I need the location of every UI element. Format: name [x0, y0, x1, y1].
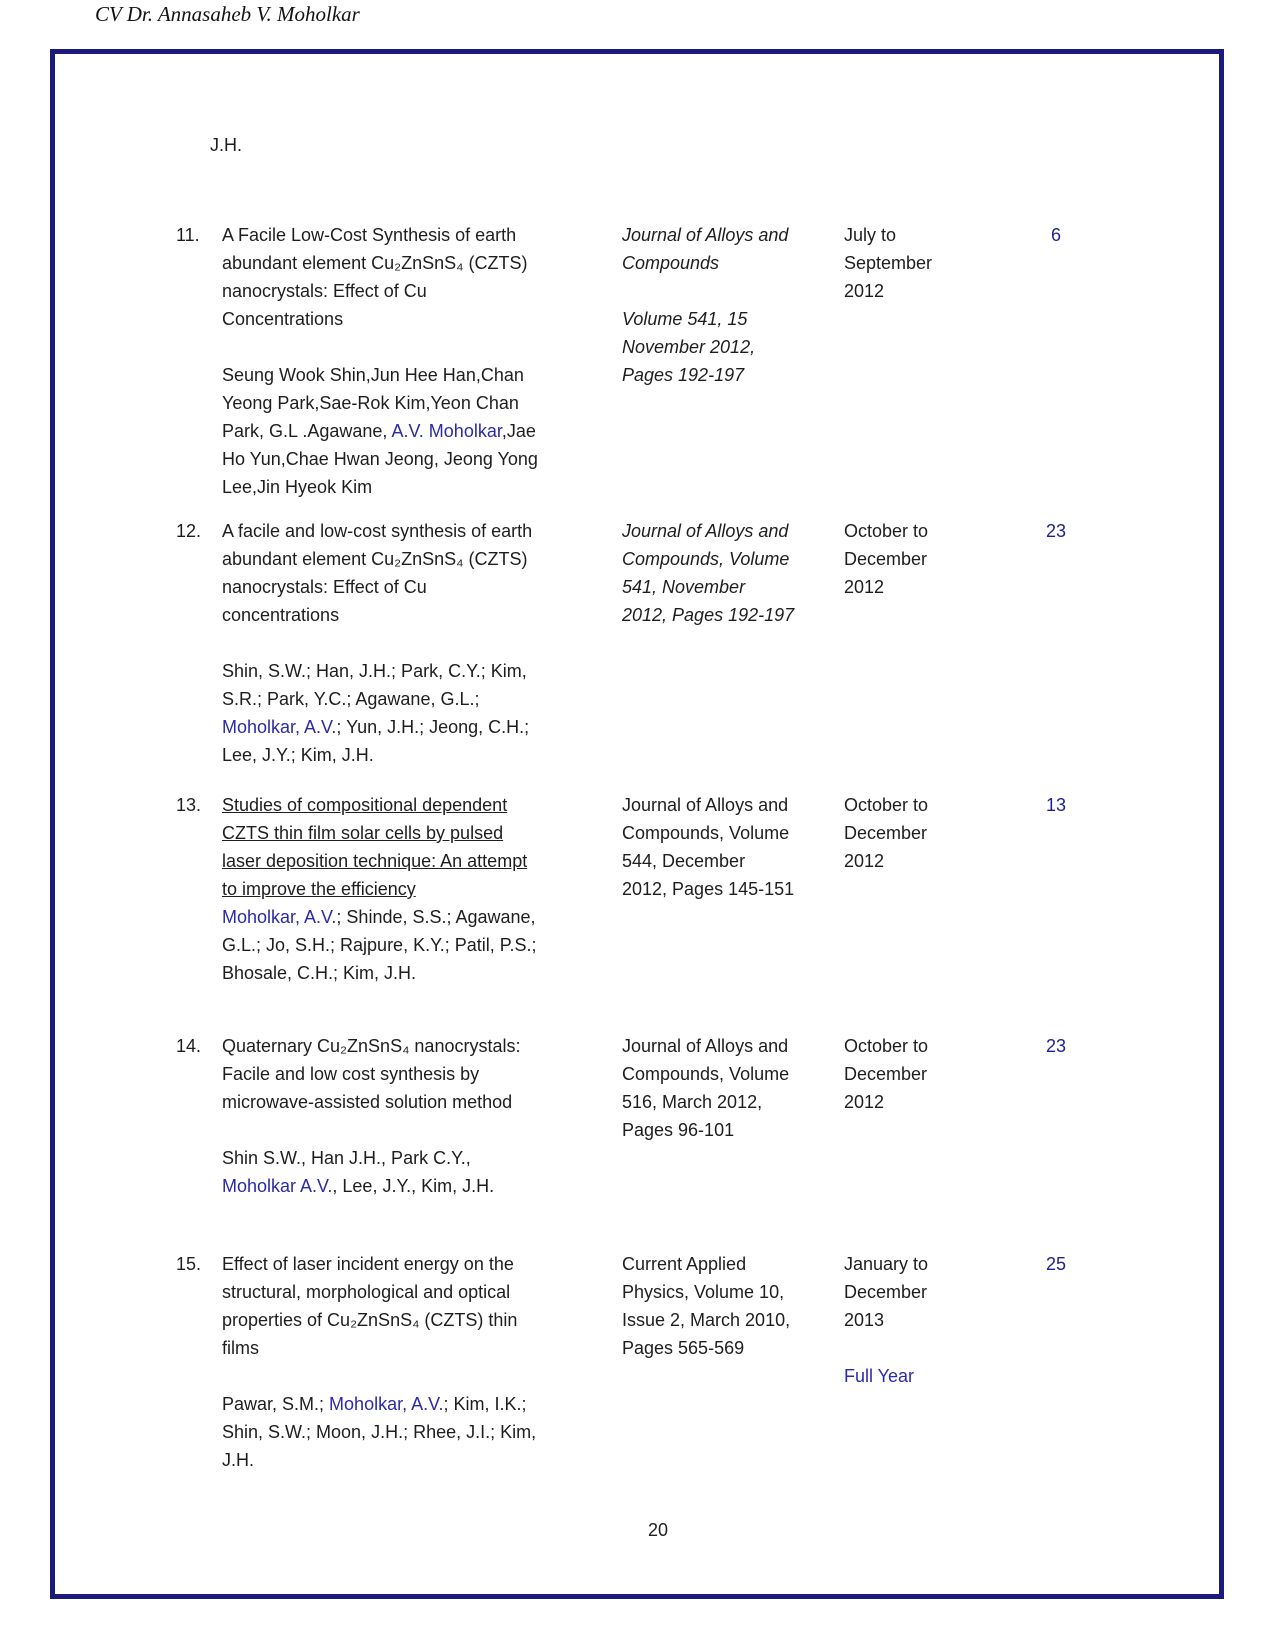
text-line: [622, 277, 817, 305]
entry-number: 11.: [176, 225, 200, 245]
text-line: [622, 847, 817, 875]
highlighted-name: Moholkar A.V.: [222, 1176, 333, 1196]
text-span: CZTS thin film solar cells by pulsed: [222, 823, 504, 843]
text-span: December: [844, 549, 928, 569]
entry-title: [222, 1250, 594, 1362]
highlighted-name: Moholkar, A.V.: [329, 1394, 444, 1414]
entry-period: [844, 791, 989, 875]
entry-citation-count: 23: [1045, 521, 1067, 541]
text-span: 544, December: [622, 851, 746, 871]
text-span: Physics, Volume 10,: [622, 1282, 785, 1302]
entry-citation-count: 13: [1045, 795, 1067, 815]
entry-journal: [622, 1032, 817, 1144]
text-line: [222, 685, 594, 713]
text-line: [622, 517, 817, 545]
text-line: [844, 847, 989, 875]
entry-title: [222, 221, 594, 333]
page-header: CV Dr. Annasaheb V. Moholkar: [95, 2, 360, 26]
text-line: [622, 305, 817, 333]
text-span: Studies of compositional dependent: [222, 795, 508, 815]
entry-main: [222, 791, 594, 987]
text-span: Park, G.L .Agawane,: [222, 421, 392, 441]
entry-journal: [622, 517, 817, 629]
text-span: abundant element Cu₂ZnSnS₄ (CZTS): [222, 549, 528, 569]
text-span: November 2012,: [622, 337, 756, 357]
text-line: [622, 819, 817, 847]
entry-number: 14.: [176, 1036, 202, 1056]
text-line: [844, 1278, 989, 1306]
text-span: Shin S.W., Han J.H., Park C.Y.,: [222, 1148, 471, 1168]
text-line: [844, 573, 989, 601]
text-span: Pawar, S.M.;: [222, 1394, 330, 1414]
text-span: Shin, S.W.; Moon, J.H.; Rhee, J.I.; Kim,: [222, 1422, 537, 1442]
text-line: [222, 601, 594, 629]
entry-title: [222, 517, 594, 629]
text-span: Journal of Alloys and: [622, 1036, 789, 1056]
text-line: [222, 249, 594, 277]
text-span: properties of Cu₂ZnSnS₄ (CZTS) thin: [222, 1310, 518, 1330]
text-line: [222, 1172, 594, 1200]
text-span: Pages 96-101: [622, 1120, 735, 1140]
text-span: laser deposition technique: An attempt: [222, 851, 528, 871]
text-span: Effect of laser incident energy on the: [222, 1254, 514, 1274]
text-line: [222, 545, 594, 573]
text-span: 2012, Pages 145-151: [622, 879, 795, 899]
text-span: to improve the efficiency: [222, 879, 416, 899]
text-span: Volume 541, 15: [622, 309, 748, 329]
text-line: [622, 791, 817, 819]
text-span: October to: [844, 1036, 929, 1056]
text-span: Bhosale, C.H.; Kim, J.H.: [222, 963, 417, 983]
text-span: January to: [844, 1254, 929, 1274]
text-span: A facile and low-cost synthesis of earth: [222, 521, 533, 541]
text-span: structural, morphological and optical: [222, 1282, 511, 1302]
text-span: films: [222, 1338, 259, 1358]
text-line: [222, 1088, 594, 1116]
text-span: Facile and low cost synthesis by: [222, 1064, 480, 1084]
text-span: 2012: [844, 1092, 885, 1112]
text-line: [222, 573, 594, 601]
text-line: [222, 1250, 594, 1278]
text-line: [222, 389, 594, 417]
text-span: September: [844, 253, 933, 273]
highlighted-name: Moholkar, A.V.: [222, 907, 337, 927]
entry-number: 13.: [176, 795, 202, 815]
text-span: Compounds, Volume: [622, 1064, 790, 1084]
text-span: Current Applied: [622, 1254, 747, 1274]
text-line: [222, 1144, 594, 1172]
text-span: 2012: [844, 281, 885, 301]
text-span: abundant element Cu₂ZnSnS₄ (CZTS): [222, 253, 528, 273]
text-span: Pages 192-197: [622, 365, 745, 385]
text-span: Pages 565-569: [622, 1338, 745, 1358]
entry-authors: [222, 361, 594, 501]
text-line: [222, 1306, 594, 1334]
text-line: [622, 573, 817, 601]
text-line: [222, 1334, 594, 1362]
text-span: nanocrystals: Effect of Cu: [222, 281, 427, 301]
text-span: Lee,Jin Hyeok Kim: [222, 477, 373, 497]
text-span: Compounds, Volume: [622, 549, 790, 569]
text-line: [844, 277, 989, 305]
text-span: 2012: [844, 851, 885, 871]
text-span: S.R.; Park, Y.C.; Agawane, G.L.;: [222, 689, 480, 709]
text-span: Journal of Alloys and: [622, 225, 789, 245]
text-line: [844, 1060, 989, 1088]
text-line: [844, 819, 989, 847]
text-line: [222, 1278, 594, 1306]
text-span: Compounds, Volume: [622, 823, 790, 843]
text-span: Issue 2, March 2010,: [622, 1310, 791, 1330]
entry-main: [222, 1250, 594, 1474]
entry-period: [844, 517, 989, 601]
entry-title: [222, 1032, 594, 1116]
text-span: October to: [844, 521, 929, 541]
entry-main: [222, 221, 594, 501]
text-line: [622, 1060, 817, 1088]
entry-number: 12.: [176, 521, 202, 541]
entry-authors: [222, 1144, 594, 1200]
text-span: Quaternary Cu₂ZnSnS₄ nanocrystals:: [222, 1036, 521, 1056]
text-span: July to: [844, 225, 897, 245]
text-span: ; Yun, J.H.; Jeong, C.H.;: [336, 717, 530, 737]
carryover-text: J.H.: [210, 135, 243, 155]
text-span: December: [844, 1064, 928, 1084]
entry-period: [844, 1032, 989, 1116]
highlighted-name: Moholkar, A.V.: [222, 717, 337, 737]
entry-authors: [222, 1390, 594, 1474]
text-span: Journal of Alloys and: [622, 521, 789, 541]
entry-number: 15.: [176, 1254, 202, 1274]
text-line: [622, 601, 817, 629]
text-line: [844, 249, 989, 277]
text-span: ,Jae: [501, 421, 536, 441]
text-line: [622, 875, 817, 903]
text-line: [222, 847, 594, 875]
text-line: [222, 417, 594, 445]
text-line: [622, 1278, 817, 1306]
text-line: [844, 791, 989, 819]
text-line: [622, 1088, 817, 1116]
text-line: [622, 361, 817, 389]
text-span: Compounds: [622, 253, 720, 273]
text-span: 541, November: [622, 577, 746, 597]
text-span: December: [844, 1282, 928, 1302]
text-span: 2013: [844, 1310, 885, 1330]
text-span: 2012, Pages 192-197: [622, 605, 795, 625]
entry-journal: [622, 1250, 817, 1362]
text-span: 2012: [844, 577, 885, 597]
text-span: Yeong Park,Sae-Rok Kim,Yeon Chan: [222, 393, 519, 413]
text-span: , Lee, J.Y., Kim, J.H.: [332, 1176, 495, 1196]
text-line: [844, 1306, 989, 1334]
text-span: nanocrystals: Effect of Cu: [222, 577, 427, 597]
text-span: concentrations: [222, 605, 340, 625]
text-line: [222, 361, 594, 389]
text-line: [222, 473, 594, 501]
text-span: ; Shinde, S.S.; Agawane,: [336, 907, 536, 927]
text-line: [222, 741, 594, 769]
text-line: [222, 791, 594, 819]
entry-citation-count: 25: [1045, 1254, 1067, 1274]
text-line: [222, 713, 594, 741]
text-span: Concentrations: [222, 309, 344, 329]
text-line: [222, 875, 594, 903]
text-line: [222, 445, 594, 473]
text-span: J.H.: [222, 1450, 255, 1470]
text-line: [222, 517, 594, 545]
text-line: [222, 657, 594, 685]
text-line: [222, 903, 594, 931]
text-line: [622, 249, 817, 277]
text-line: [844, 1088, 989, 1116]
highlighted-name: A.V. Moholkar: [391, 421, 502, 441]
highlighted-name: Full Year: [844, 1366, 915, 1386]
text-span: Lee, J.Y.; Kim, J.H.: [222, 745, 374, 765]
text-line: [844, 1250, 989, 1278]
text-line: [222, 1446, 594, 1474]
entry-journal: [622, 221, 817, 389]
text-line: [844, 1362, 989, 1390]
text-line: [622, 1306, 817, 1334]
text-line: [222, 1032, 594, 1060]
text-line: [222, 959, 594, 987]
text-line: [844, 517, 989, 545]
text-line: [222, 819, 594, 847]
text-span: Ho Yun,Chae Hwan Jeong, Jeong Yong: [222, 449, 538, 469]
text-span: microwave-assisted solution method: [222, 1092, 513, 1112]
text-line: [622, 545, 817, 573]
entry-authors: [222, 657, 594, 769]
entry-journal: [622, 791, 817, 903]
text-line: [622, 1250, 817, 1278]
text-line: [222, 1060, 594, 1088]
text-span: A Facile Low-Cost Synthesis of earth: [222, 225, 517, 245]
text-span: Seung Wook Shin,Jun Hee Han,Chan: [222, 365, 524, 385]
text-line: [622, 1032, 817, 1060]
text-span: 516, March 2012,: [622, 1092, 763, 1112]
page-number: 20: [647, 1520, 669, 1540]
text-span: Journal of Alloys and: [622, 795, 789, 815]
text-line: [622, 1334, 817, 1362]
entry-main: [222, 1032, 594, 1200]
text-line: [622, 333, 817, 361]
entry-period: [844, 221, 989, 305]
entry-authors: [222, 903, 594, 987]
text-span: October to: [844, 795, 929, 815]
text-span: ; Kim, I.K.;: [443, 1394, 527, 1414]
text-line: [222, 1390, 594, 1418]
entry-title: [222, 791, 594, 903]
text-line: [222, 1418, 594, 1446]
text-line: [844, 1032, 989, 1060]
text-line: [222, 277, 594, 305]
text-line: [622, 1116, 817, 1144]
text-line: [222, 305, 594, 333]
text-line: [844, 221, 989, 249]
entry-citation-count: 23: [1045, 1036, 1067, 1056]
text-line: [222, 221, 594, 249]
text-span: G.L.; Jo, S.H.; Rajpure, K.Y.; Patil, P.S.;: [222, 935, 537, 955]
entry-main: [222, 517, 594, 769]
text-span: December: [844, 823, 928, 843]
text-span: Shin, S.W.; Han, J.H.; Park, C.Y.; Kim,: [222, 661, 527, 681]
text-line: [844, 545, 989, 573]
entry-citation-count: 6: [1050, 225, 1061, 245]
text-line: [844, 1334, 989, 1362]
text-line: [622, 221, 817, 249]
entry-period: [844, 1250, 989, 1390]
text-line: [222, 931, 594, 959]
